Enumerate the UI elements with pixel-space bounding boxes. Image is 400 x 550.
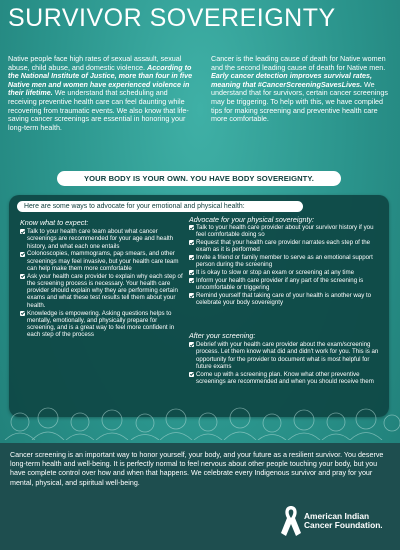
list-item-text: Ask your health care provider to explain why each step of the screening process is necessary. Your health care provider should explain why they are performing certain exams and what these test results tell them about your health. bbox=[27, 272, 183, 309]
footer-message: Cancer screening is an important way to honor yourself, your body, and your future as a resilient survivor. You deserve long-term health and well-being. It is perfectly normal to feel nervous about other people touching your body, but you have complete control over how and when that happens. We celebrate every Indigenous survivor and pray for your mental, physical, and spiritual well-being. bbox=[10, 451, 384, 487]
list-item-text: Colonoscopies, mammograms, pap smears, and other screenings may feel invasive, but your health care team can help make them more comfortable bbox=[27, 250, 179, 272]
list-item-text: Talk to your health care provider about your survivor history if you feel comfortable doing so bbox=[196, 224, 374, 239]
checkmark-icon bbox=[20, 229, 25, 234]
list-item bbox=[189, 269, 385, 276]
checkmark-icon bbox=[189, 255, 194, 260]
advocate-title: Advocate for your physical sovereignty: bbox=[189, 215, 315, 224]
org-name-line1: American Indian bbox=[304, 511, 370, 521]
checkmark-icon bbox=[189, 278, 194, 283]
list-item bbox=[20, 273, 183, 309]
list-item-text: Debrief with your health care provider about the exam/screening process. Let them know what did and didn't work for you. This is an opportunity for the provider to document what is most helpful for future exams bbox=[196, 341, 379, 370]
advocate-list bbox=[189, 224, 385, 307]
intro-columns bbox=[8, 55, 394, 132]
intro-left-text-2: We understand that scheduling and receiving preventive health care can feel daunting while recovering from traumatic events. We also know that life-saving cancer screenings are essential in honoring your long-term health. bbox=[8, 88, 189, 132]
org-name-line2: Cancer Foundation. bbox=[304, 520, 383, 531]
community-illustration bbox=[0, 330, 400, 440]
checkmark-icon bbox=[20, 311, 25, 316]
list-item-text: Remind yourself that taking care of your health is another way to celebrate your body sovereignty bbox=[196, 292, 372, 307]
ribbon-icon bbox=[278, 503, 304, 539]
intro-right-column bbox=[211, 55, 394, 132]
list-item bbox=[189, 239, 385, 254]
list-item bbox=[189, 277, 385, 292]
list-item bbox=[20, 228, 183, 250]
sovereignty-banner: YOUR BODY IS YOUR OWN. YOU HAVE BODY SOVEREIGNTY. bbox=[57, 171, 341, 186]
checkmark-icon bbox=[20, 252, 25, 257]
know-title: Know what to expect: bbox=[20, 218, 89, 227]
list-item bbox=[189, 292, 385, 307]
intro-right-text-2: We understand that for survivors, certain cancer screenings may be triggering. To help with this, we have compiled tips for making screening and preventive health care more comfortable. bbox=[211, 79, 388, 124]
intro-left-text: Native people face high rates of sexual assault, sexual abuse, child abuse, and domestic violence. bbox=[8, 54, 182, 72]
after-title: After your screening: bbox=[189, 331, 256, 340]
list-item-text: Invite a friend or family member to serve as an emotional support person during the screening bbox=[196, 254, 373, 269]
list-item bbox=[20, 250, 183, 272]
list-item-text: Inform your health care provider if any part of the screening is uncomfortable or triggering bbox=[196, 277, 364, 292]
checkmark-icon bbox=[20, 274, 25, 279]
checkmark-icon bbox=[189, 225, 194, 230]
list-item-text: Come up with a screening plan. Know what other preventive screenings are recommended and when you should receive them bbox=[196, 370, 374, 385]
checkmark-icon bbox=[189, 293, 194, 298]
list-item-text: Knowledge is empowering. Asking questions helps to mentally, emotionally, and physically prepare for screening, and is a great way to feel more confident in each step of the process bbox=[27, 309, 175, 339]
intro-right-paragraph bbox=[211, 55, 394, 124]
tips-intro: Here are some ways to advocate for your emotional and physical health: bbox=[17, 201, 303, 212]
list-item-text: Talk to your health care team about what cancer screenings are recommended for your age and health history, and what each one entails bbox=[27, 228, 174, 250]
checkmark-icon bbox=[189, 240, 194, 245]
intro-left-emphasis: According to the National Institute of Justice, more than four in five Native men and women have experienced violence in their lifetime. bbox=[8, 62, 193, 98]
intro-left-paragraph bbox=[8, 55, 198, 132]
intro-right-text: Cancer is the leading cause of death for Native women and the second leading cause of death for Native men. bbox=[211, 54, 386, 72]
list-item bbox=[189, 224, 385, 239]
list-item-text: Request that your health care provider narrates each step of the exam as it is performed bbox=[196, 239, 371, 254]
intro-right-emphasis: Early cancer detection improves survival rates, meaning that #CancerScreeningSavesLives. bbox=[211, 71, 372, 89]
list-item-text: It is okay to slow or stop an exam or screening at any time bbox=[196, 269, 355, 277]
list-item bbox=[189, 254, 385, 269]
page-title: SURVIVOR SOVEREIGNTY bbox=[8, 4, 336, 32]
intro-left-column bbox=[8, 55, 198, 132]
org-name bbox=[304, 512, 383, 531]
know-list bbox=[20, 228, 183, 339]
checkmark-icon bbox=[189, 270, 194, 275]
